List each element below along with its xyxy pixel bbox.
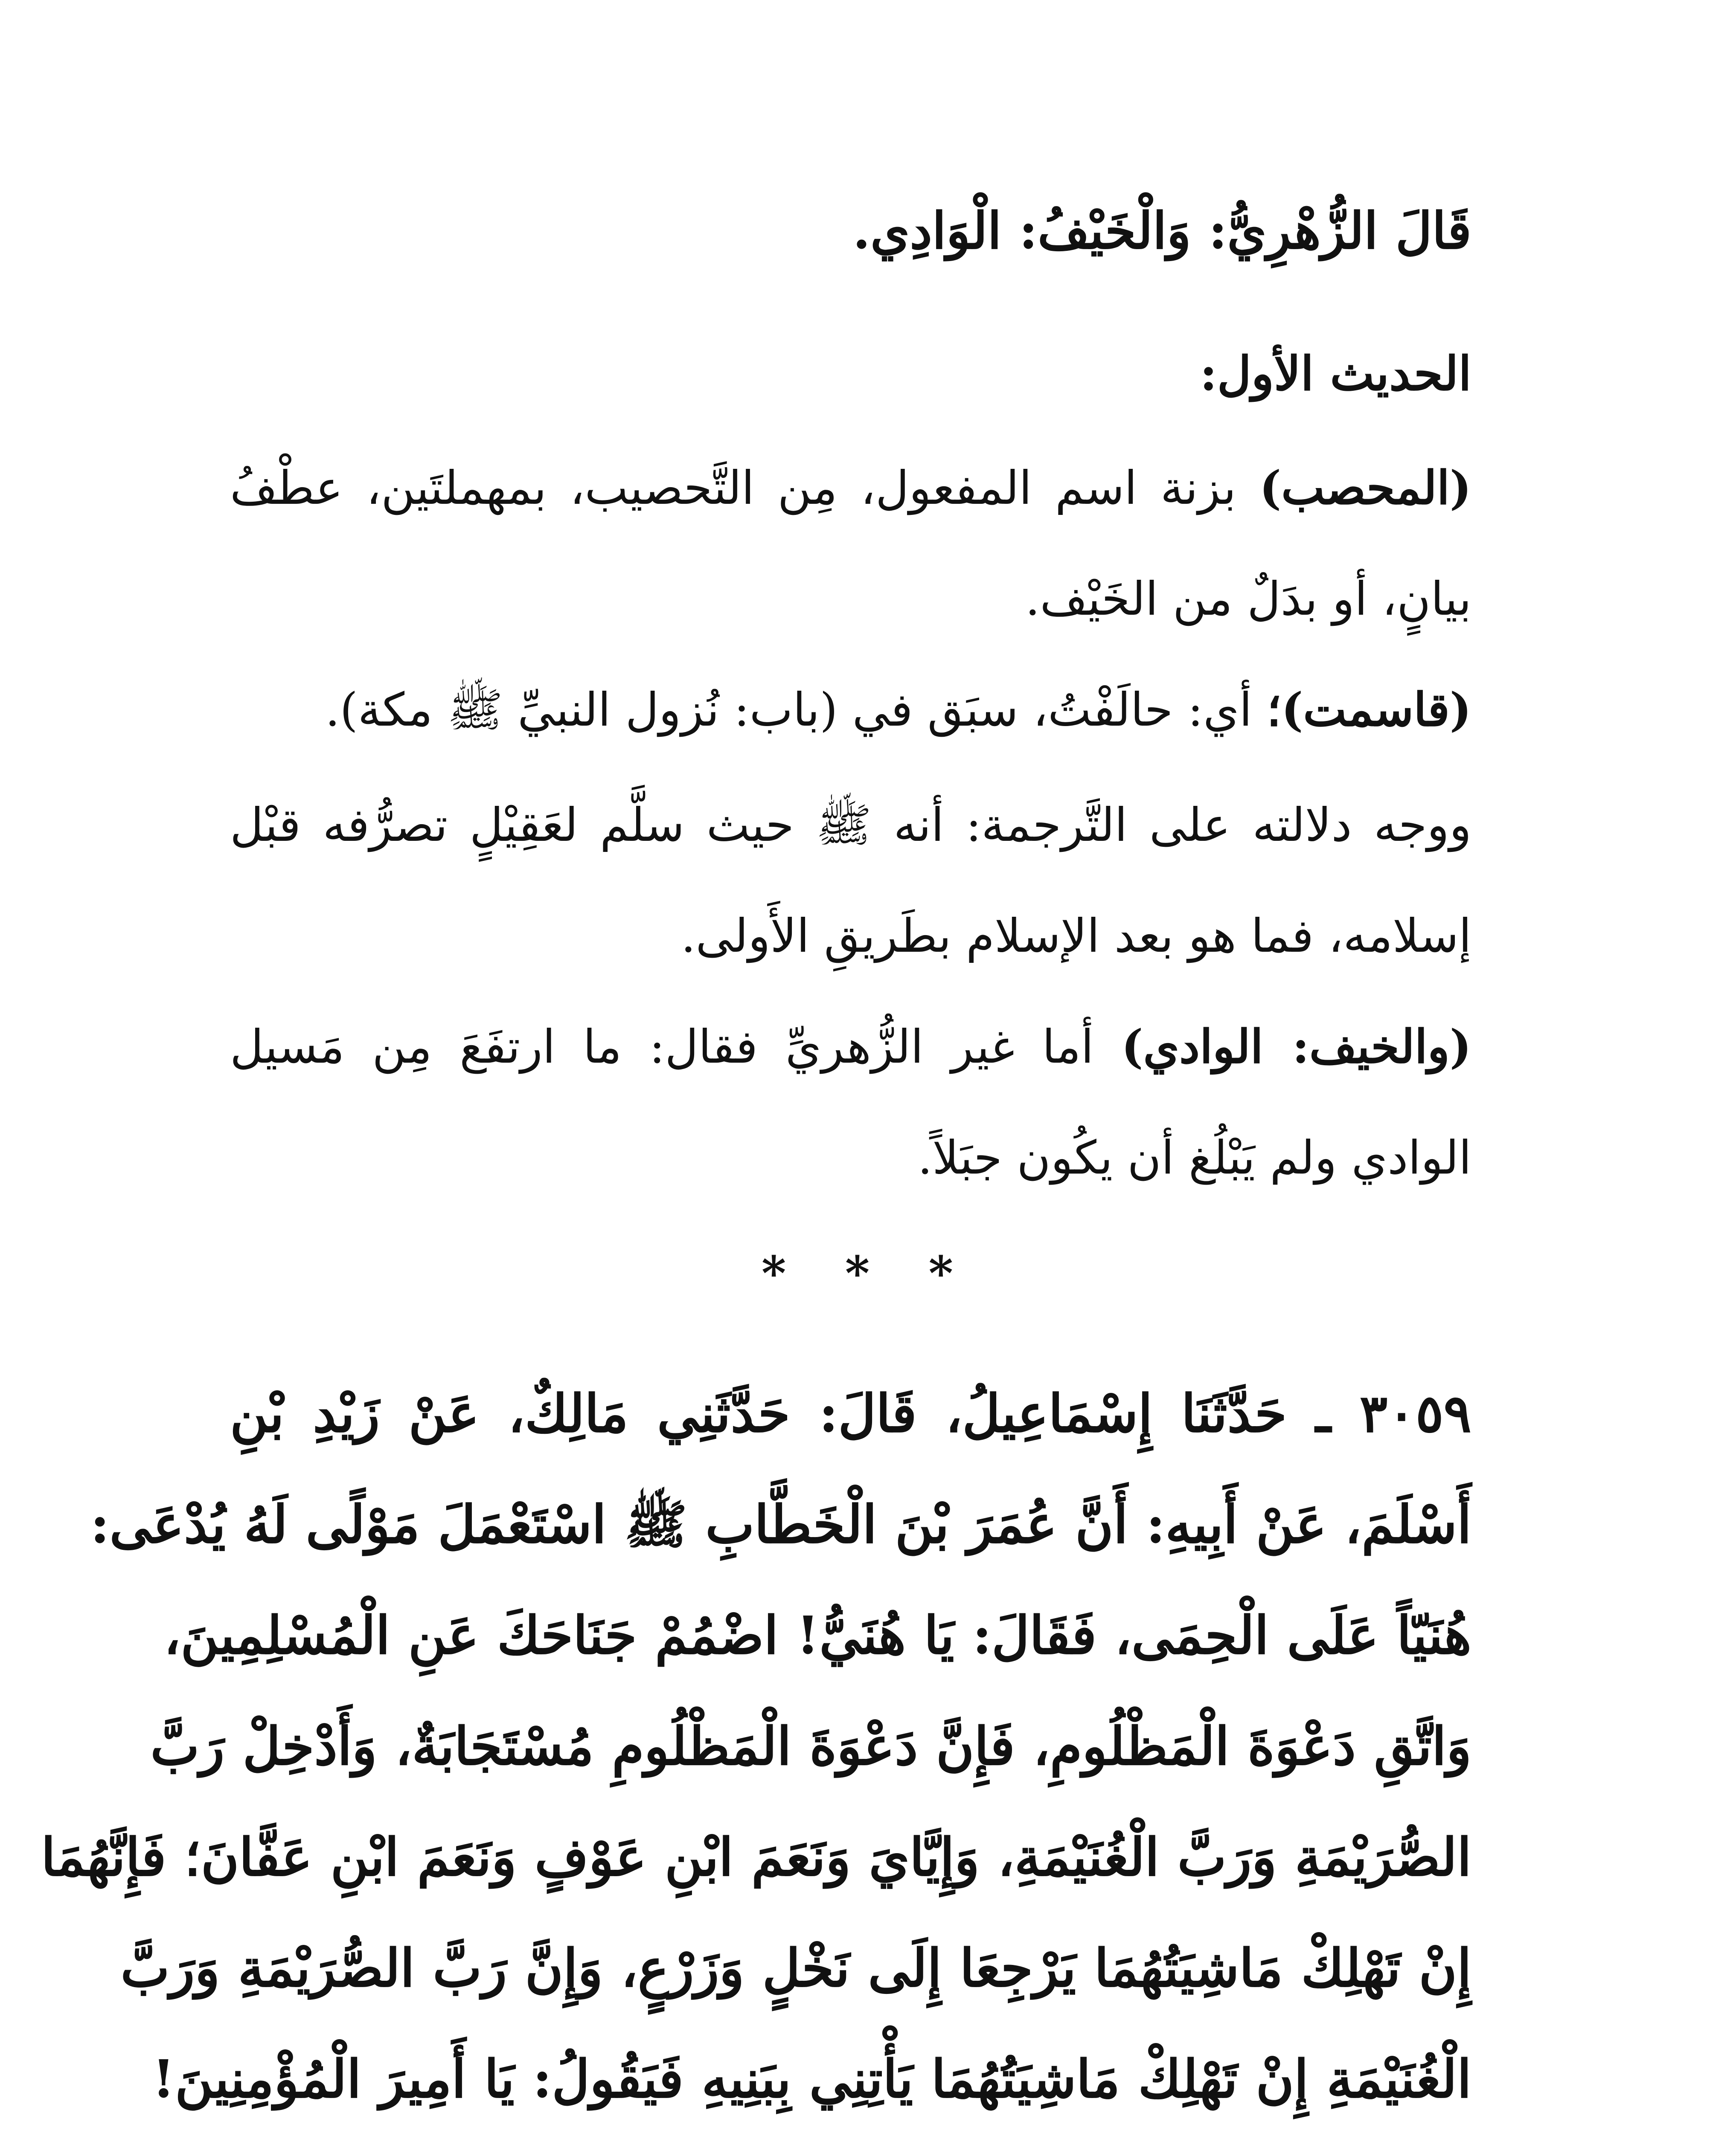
commentary-p4-text: أما غير الزُّهريِّ فقال: ما ارتفَعَ مِن مَسيل bbox=[230, 1020, 1122, 1074]
commentary-p3-line1: ووجه دلالته على التَّرجمة: أنه ﷺ حيث سلَّم لعَقِيْلٍ تصرُّفه قبْل bbox=[230, 799, 1471, 852]
commentary-p4-line2: الوادي ولم يَبْلُغ أن يكُون جبَلاً. bbox=[917, 1131, 1471, 1185]
hadith-line: أَسْلَمَ، عَنْ أَبِيهِ: أَنَّ عُمَرَ بْنَ الْخَطَّابِ ﷺ اسْتَعْمَلَ مَوْلًى لَهُ يُدْعَى: bbox=[90, 1494, 1471, 1555]
commentary-p1-line2: بيانٍ، أو بدَلٌ من الخَيْف. bbox=[1025, 572, 1471, 626]
commentary-p2 bbox=[230, 683, 1471, 738]
commentary-p4-term: (والخيف: الوادي) bbox=[1121, 1020, 1472, 1074]
hadith-line: وَاتَّقِ دَعْوَةَ الْمَظْلُومِ، فَإِنَّ دَعْوَةَ الْمَظْلُومِ مُسْتَجَابَةٌ، وَأَدْخِلْ رَبَّ bbox=[150, 1715, 1471, 1777]
hadith-line: الصُّرَيْمَةِ وَرَبَّ الْغُنَيْمَةِ، وَإِيَّايَ وَنَعَمَ ابْنِ عَوْفٍ وَنَعَمَ ابْنِ عَفَّانَ؛ فَإِنَّهُمَا bbox=[41, 1826, 1471, 1888]
commentary-p1-text: بزنة اسم المفعول، مِن التَّحصيب، بمهملتَين، عطْفُ bbox=[230, 462, 1260, 515]
commentary-p1-term: (المحصب) bbox=[1259, 461, 1471, 515]
top-note: قَالَ الزُّهْرِيُّ: وَالْخَيْفُ: الْوَادِي. bbox=[852, 201, 1471, 260]
commentary-p2-text: أي: حالَفْتُ، سبَق في (باب: نُزول النبيِّ ﷺ مكة). bbox=[325, 683, 1267, 737]
commentary-p4-line1 bbox=[230, 1020, 1471, 1075]
hadith-line: إِنْ تَهْلِكْ مَاشِيَتُهُمَا يَرْجِعَا إِلَى نَخْلٍ وَزَرْعٍ، وَإِنَّ رَبَّ الصُّرَيْمَةِ وَرَبَّ bbox=[120, 1937, 1471, 1999]
commentary-heading: الحديث الأول: bbox=[1200, 346, 1471, 401]
commentary-p2-term: (قاسمت)؛ bbox=[1266, 683, 1471, 737]
commentary-p1-line1 bbox=[230, 461, 1471, 516]
hadith-line: الْغُنَيْمَةِ إِنْ تَهْلِكْ مَاشِيَتُهُمَا يَأْتِنِي بِبَنِيهِ فَيَقُولُ: يَا أَمِيرَ الْمُؤْمِنِينَ! bbox=[152, 2048, 1471, 2110]
hadith-line: ٣٠٥٩ ـ حَدَّثَنَا إِسْمَاعِيلُ، قَالَ: حَدَّثَنِي مَالِكٌ، عَنْ زَيْدِ بْنِ bbox=[230, 1383, 1471, 1444]
section-separator: * * * bbox=[761, 1246, 975, 1301]
hadith-line: هُنَيّاً عَلَى الْحِمَى، فَقَالَ: يَا هُنَيُّ! اضْمُمْ جَنَاحَكَ عَنِ الْمُسْلِمِينَ، bbox=[163, 1604, 1471, 1666]
commentary-p3-line2: إسلامه، فما هو بعد الإسلام بطَريقِ الأَولى. bbox=[681, 910, 1471, 963]
